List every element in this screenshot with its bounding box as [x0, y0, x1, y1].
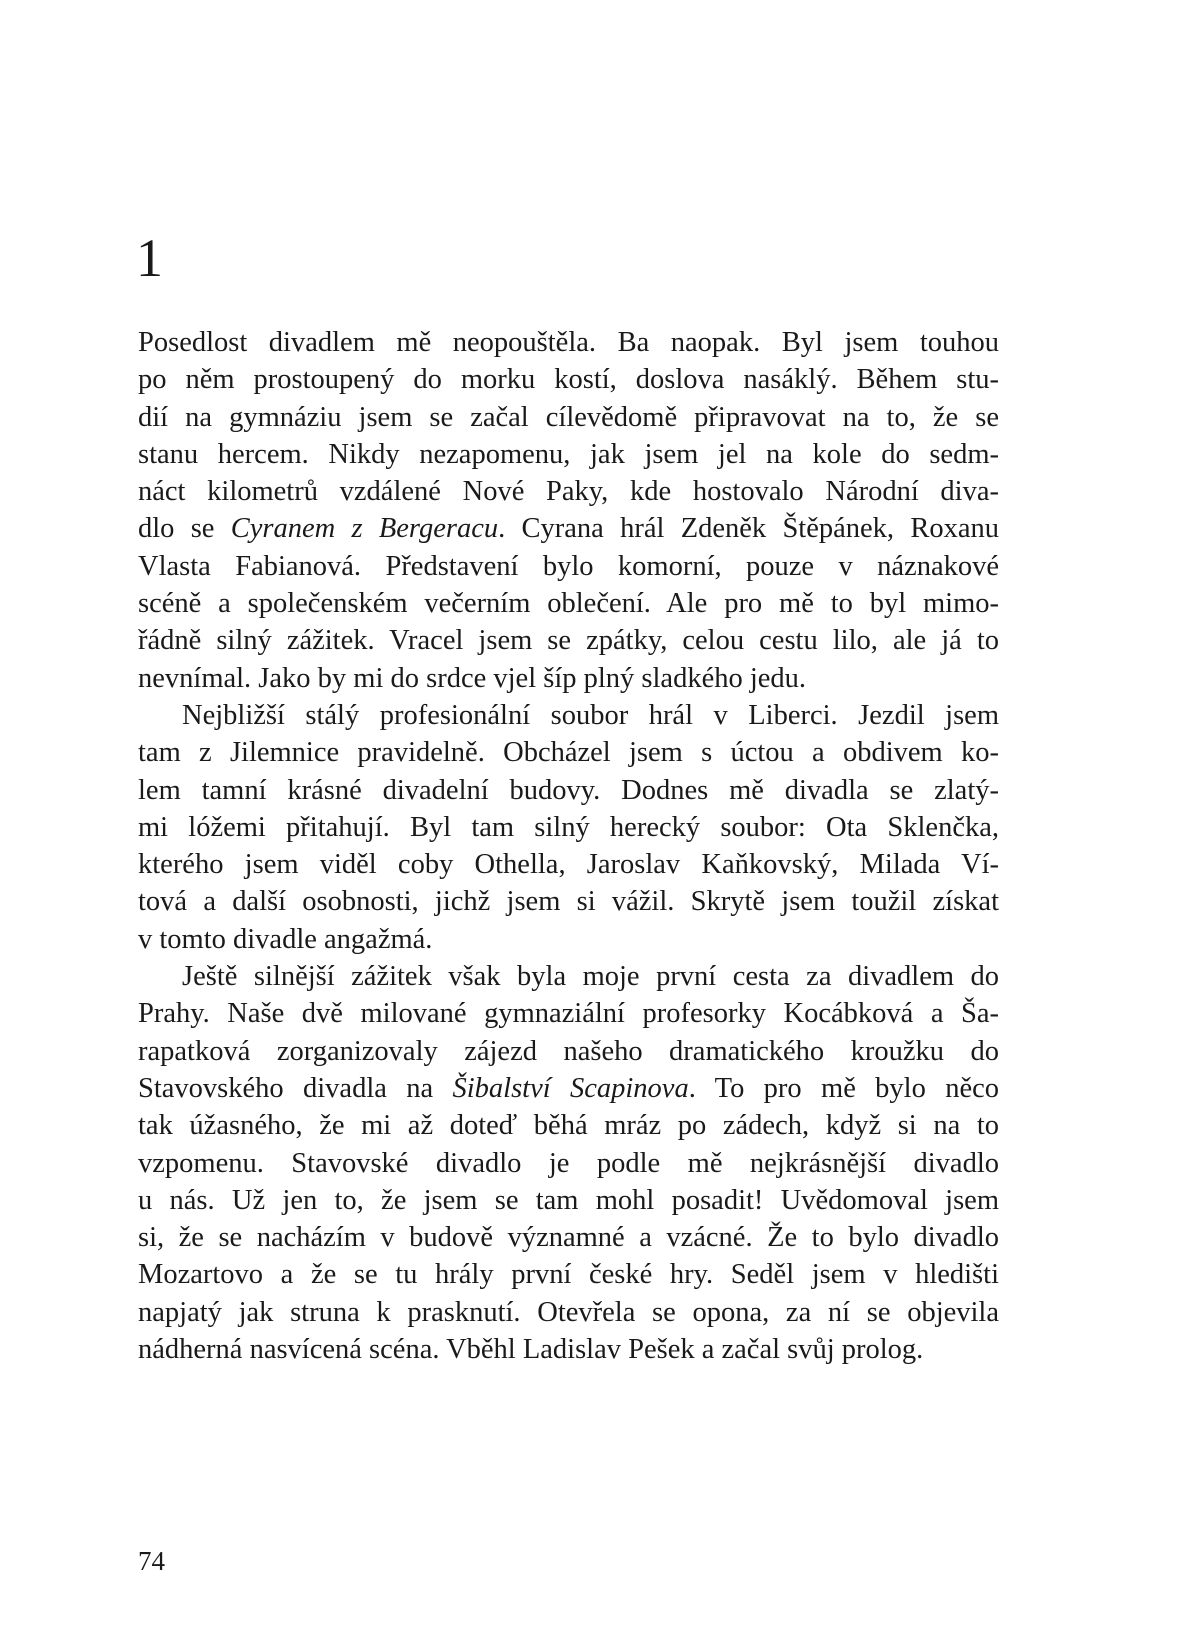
text-line: [138, 1182, 999, 1219]
text-line: [138, 958, 999, 995]
text-run: po něm prostoupený do morku kostí, doslova nasáklý. Během stu-: [138, 364, 999, 396]
text-run: náct kilometrů vzdálené Nové Paky, kde hostovalo Národní diva-: [138, 476, 999, 508]
text-run: Mozartovo a že se tu hrály první české hry. Seděl jsem v hledišti: [138, 1259, 999, 1291]
text-line: [138, 361, 999, 398]
text-line: [138, 324, 999, 361]
text-run: tak úžasného, že mi až doteď běhá mráz po zádech, když si na to: [138, 1110, 999, 1142]
text-run: Prahy. Naše dvě milované gymnaziální profesorky Kocábková a Ša-: [138, 998, 999, 1030]
text-line: [138, 436, 999, 473]
text-run: tová a další osobnosti, jichž jsem si vážil. Skrytě jsem toužil získat: [138, 886, 999, 918]
text-line: [138, 1107, 999, 1144]
text-run: Nejbližší stálý profesionální soubor hrál v Liberci. Jezdil jsem: [182, 699, 999, 731]
text-line: [138, 1033, 999, 1070]
text-run: . To pro mě bylo něco: [688, 1072, 999, 1104]
text-line: [138, 585, 999, 622]
text-line: [138, 473, 999, 510]
text-run: stanu hercem. Nikdy nezapomenu, jak jsem jel na kole do sedm-: [138, 438, 999, 470]
italic-title: Cyranem z Bergeracu: [230, 513, 499, 545]
text-run: si, že se nacházím v budově významné a vzácné. Že to bylo divadlo: [138, 1222, 999, 1254]
text-run: napjatý jak struna k prasknutí. Otevřela se opona, za ní se objevila: [138, 1296, 999, 1328]
text-line: [138, 1219, 999, 1256]
paragraph: [138, 324, 999, 697]
text-line: [138, 809, 999, 846]
body-text: [138, 324, 999, 1368]
text-run: . Cyrana hrál Zdeněk Štěpánek, Roxanu: [498, 513, 999, 545]
text-run: Vlasta Fabianová. Představení bylo komorní, pouze v náznakové: [138, 550, 999, 582]
text-line: [138, 1070, 999, 1107]
text-line: [138, 883, 999, 920]
text-line: [138, 660, 999, 697]
text-line: [138, 772, 999, 809]
paragraph: [138, 958, 999, 1368]
text-line: [138, 548, 999, 585]
page-number: 74: [138, 1546, 165, 1576]
paragraph: [138, 697, 999, 958]
text-run: dií na gymnáziu jsem se začal cílevědomě připravovat na to, že se: [138, 401, 999, 433]
text-run: Stavovského divadla na: [138, 1072, 453, 1104]
text-line: [138, 995, 999, 1032]
text-line: [138, 846, 999, 883]
text-run: mi lóžemi přitahují. Byl tam silný herecký soubor: Ota Sklenčka,: [138, 811, 999, 843]
text-run: nádherná nasvícená scéna. Vběhl Ladislav Pešek a začal svůj prolog.: [138, 1334, 924, 1366]
text-line: [138, 1331, 999, 1368]
text-line: [138, 1256, 999, 1293]
text-run: lem tamní krásné divadelní budovy. Dodnes mě divadla se zlatý-: [138, 774, 999, 806]
text-run: rapatková zorganizovaly zájezd našeho dramatického kroužku do: [138, 1035, 999, 1067]
text-line: [138, 510, 999, 547]
text-run: v tomto divadle angažmá.: [138, 923, 433, 955]
text-run: vzpomenu. Stavovské divadlo je podle mě nejkrásnější divadlo: [138, 1147, 999, 1179]
text-run: u nás. Už jen to, že jsem se tam mohl posadit! Uvědomoval jsem: [138, 1184, 999, 1216]
text-line: [138, 1145, 999, 1182]
text-line: [138, 921, 999, 958]
text-line: [138, 734, 999, 771]
text-run: scéně a společenském večerním oblečení. Ale pro mě to byl mimo-: [138, 588, 999, 620]
text-run: tam z Jilemnice pravidelně. Obcházel jsem s úctou a obdivem ko-: [138, 737, 999, 769]
text-line: [138, 697, 999, 734]
text-run: Ještě silnější zážitek však byla moje první cesta za divadlem do: [182, 961, 999, 993]
chapter-number: 1: [136, 228, 163, 288]
text-line: [138, 399, 999, 436]
text-run: Posedlost divadlem mě neopouštěla. Ba naopak. Byl jsem touhou: [138, 327, 999, 358]
text-run: řádně silný zážitek. Vracel jsem se zpátky, celou cestu lilo, ale já to: [138, 625, 999, 657]
italic-title: Šibalství Scapinova: [452, 1072, 689, 1104]
text-line: [138, 1294, 999, 1331]
text-run: kterého jsem viděl coby Othella, Jaroslav Kaňkovský, Milada Ví-: [138, 849, 999, 881]
text-run: dlo se: [138, 513, 231, 545]
text-run: nevnímal. Jako by mi do srdce vjel šíp plný sladkého jedu.: [138, 662, 807, 694]
text-line: [138, 622, 999, 659]
